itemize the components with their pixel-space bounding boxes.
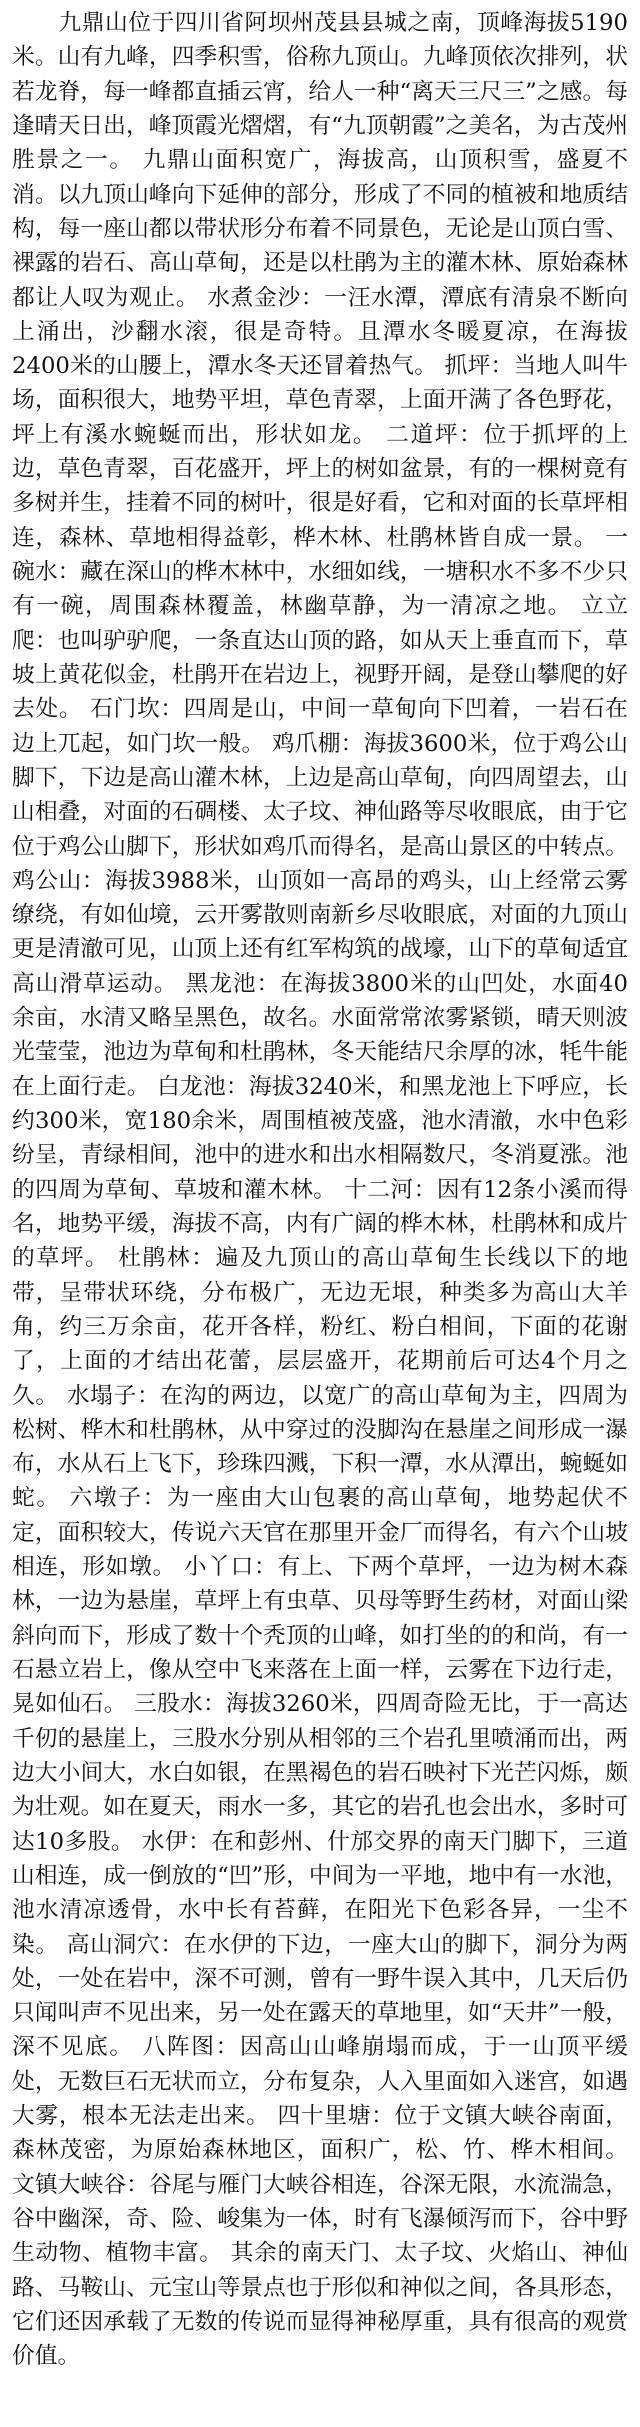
article-body [12,6,628,2374]
article-paragraph: 九鼎山位于四川省阿坝州茂县县城之南，顶峰海拔5190米。山有九峰，四季积雪，俗称九顶山。九峰顶依次排列，状若龙脊，每一峰都直插云宵，给人一种“离天三尺三”之感。每逢晴天日出，峰顶霞光熠熠，有“九顶朝霞”之美名，为古茂州胜景之一。 九鼎山面积宽广，海拔高，山顶积雪，盛夏不消。以九顶山峰向下延伸的部分，形成了不同的植被和地质结构，每一座山都以带状形分布着不同景色，无论是山顶白雪、裸露的岩石、高山草甸，还是以杜鹃为主的灌木林、原始森林都让人叹为观止。 水煮金沙：一汪水潭，潭底有清泉不断向上涌出，沙翻水滚，很是奇特。且潭水冬暖夏凉，在海拔2400米的山腰上，潭水冬天还冒着热气。 抓坪：当地人叫牛场，面积很大，地势平坦，草色青翠，上面开满了各色野花，坪上有溪水蜿蜒而出，形状如龙。 二道坪：位于抓坪的上边，草色青翠，百花盛开，坪上的树如盆景，有的一棵树竟有多树并生，挂着不同的树叶，很是好看，它和对面的长草坪相连，森林、草地相得益彰，桦木林、杜鹃林皆自成一景。 一碗水：藏在深山的桦木林中，水细如线，一塘积水不多不少只有一碗，周围森林覆盖，林幽草静，为一清凉之地。 立立爬：也叫驴驴爬，一条直达山顶的路，如从天上垂直而下，草坡上黄花似金，杜鹃开在岩边上，视野开阔，是登山攀爬的好去处。 石门坎：四周是山，中间一草甸向下凹着，一岩石在边上兀起，如门坎一般。 鸡爪棚：海拔3600米，位于鸡公山脚下，下边是高山灌木林，上边是高山草甸，向四周望去，山山相叠，对面的石碉楼、太子坟、神仙路等尽收眼底，由于它位于鸡公山脚下，形状如鸡爪而得名，是高山景区的中转点。 鸡公山：海拔3988米，山顶如一高昂的鸡头，山上经常云雾缭绕，有如仙境，云开雾散则南新乡尽收眼底，对面的九顶山更是清澈可见，山顶上还有红军构筑的战壕，山下的草甸适宜高山滑草运动。 黑龙池：在海拔3800米的山凹处，水面40余亩，水清又略呈黑色，故名。水面常常浓雾紧锁，晴天则波光莹莹，池边为草甸和杜鹃林，冬天能结尺余厚的冰，牦牛能在上面行走。 白龙池：海拔3240米，和黑龙池上下呼应，长约300米，宽180余米，周围植被茂盛，池水清澈，水中色彩纷呈，青绿相间，池中的进水和出水相隔数尺，冬消夏涨。池的四周为草甸、草坡和灌木林。 十二河：因有12条小溪而得名，地势平缓，海拔不高，内有广阔的桦木林，杜鹃林和成片的草坪。 杜鹃林：遍及九顶山的高山草甸生长线以下的地带，呈带状环绕，分布极广，无边无垠，种类多为高山大羊角，约三万余亩，花开各样，粉红、粉白相间，下面的花谢了，上面的才结出花蕾，层层盛开，花期前后可达4个月之久。 水塌子：在沟的两边，以宽广的高山草甸为主，四周为松树、桦木和杜鹃林，从中穿过的没脚沟在悬崖之间形成一瀑布，水从石上飞下，珍珠四溅，下积一潭，水从潭出，蜿蜒如蛇。 六墩子：为一座由大山包裹的高山草甸，地势起伏不定，面积较大，传说六天官在那里开金厂而得名，有六个山坡相连，形如墩。 小丫口：有上、下两个草坪，一边为树木森林，一边为悬崖，草坪上有虫草、贝母等野生药材，对面山梁斜向而下，形成了数十个秃顶的山峰，如打坐的的和尚，有一石悬立岩上，像从空中飞来落在上面一样，云雾在下边行走，晃如仙石。 三股水：海拔3260米，四周奇险无比，于一高达千仞的悬崖上，三股水分别从相邻的三个岩孔里喷涌而出，两边大小间大，水白如银，在黑褐色的岩石映衬下光芒闪烁，颇为壮观。如在夏天，雨水一多，其它的岩孔也会出水，多时可达10多股。 水伊：在和彭州、什邡交界的南天门脚下，三道山相连，成一倒放的“凹”形，中间为一平地，地中有一水池，池水清凉透骨，水中长有苔藓，在阳光下色彩各异，一尘不染。 高山洞穴：在水伊的下边，一座大山的脚下，洞分为两处，一处在岩中，深不可测，曾有一野牛误入其中，几天后仍只闻叫声不见出来，另一处在露天的草地里，如“天井”一般，深不见底。 八阵图：因高山山峰崩塌而成，于一山顶平缓处，无数巨石无状而立，分布复杂，人入里面如入迷宫，如遇大雾，根本无法走出来。 四十里塘：位于文镇大峡谷南面，森林茂密，为原始森林地区，面积广，松、竹、桦木相间。 文镇大峡谷：谷尾与雁门大峡谷相连，谷深无限，水流湍急，谷中幽深，奇、险、峻集为一体，时有飞瀑倾泻而下，谷中野生动物、植物丰富。 其余的南天门、太子坟、火焰山、神仙路、马鞍山、元宝山等景点也于形似和神似之间，各具形态，它们还因承载了无数的传说而显得神秘厚重，具有很高的观赏价值。 [12,10,628,2370]
